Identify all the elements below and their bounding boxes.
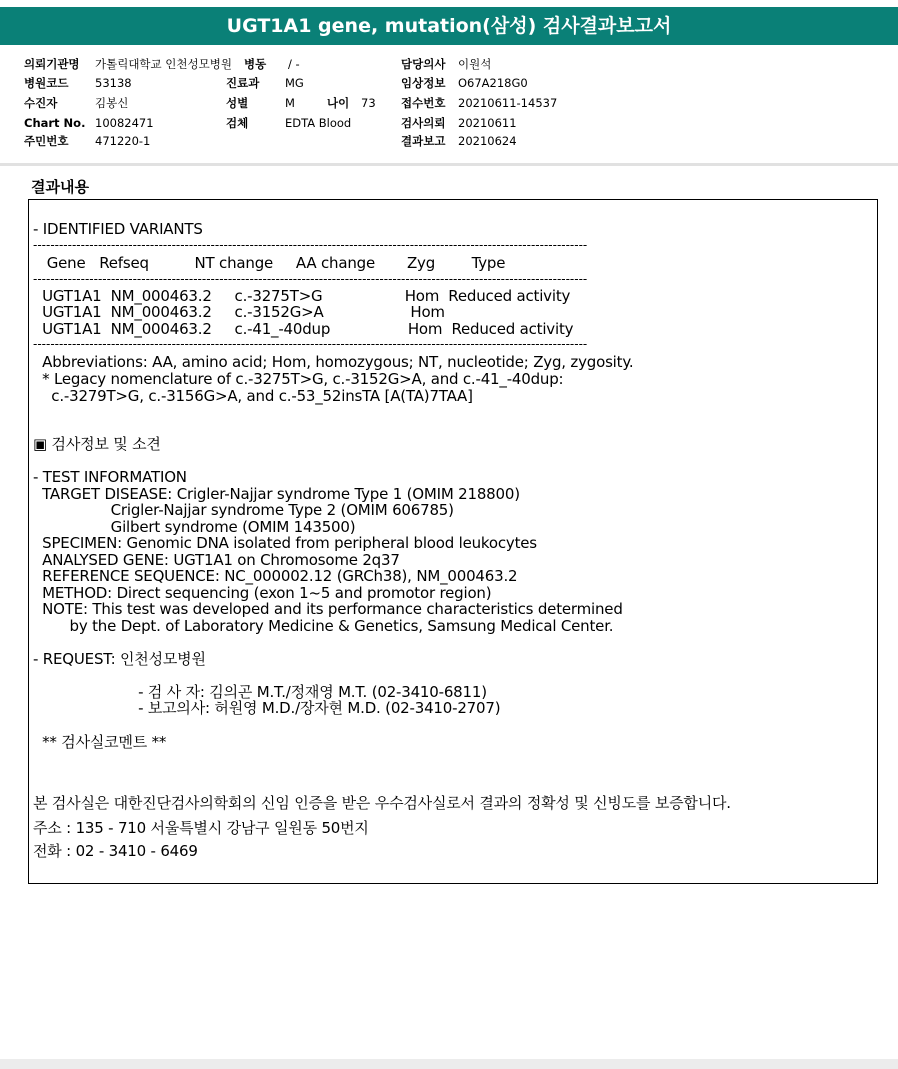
receipt-label: 접수번호: [401, 96, 446, 110]
dept-label: 진료과: [226, 76, 260, 90]
info-heading: ▣ 검사정보 및 소견: [33, 435, 161, 453]
resident-no-label: 주민번호: [24, 134, 69, 148]
patient-value: 김봉신: [95, 96, 129, 110]
header-divider: [0, 163, 898, 166]
specimen-label: 검체: [226, 116, 249, 130]
report-date-value: 20210624: [458, 134, 517, 148]
specimen-value: EDTA Blood: [285, 116, 352, 130]
bottom-bar: [0, 1059, 898, 1069]
test-info-line: NOTE: This test was developed and its performance characteristics determined: [33, 600, 623, 618]
chart-no-label: Chart No.: [24, 116, 86, 130]
receipt-value: 20210611-14537: [458, 96, 558, 110]
age-label: 나이: [327, 96, 350, 110]
test-info-line: METHOD: Direct sequencing (exon 1~5 and promotor region): [33, 584, 492, 602]
variant-row: UGT1A1 NM_000463.2 c.-3275T>G Hom Reduced activity: [33, 287, 571, 305]
address-text: 주소 : 135 - 710 서울특별시 강남구 일원동 50번지: [33, 819, 369, 837]
test-info-line: Crigler-Najjar syndrome Type 2 (OMIM 606785): [33, 501, 454, 519]
sex-label: 성별: [226, 96, 249, 110]
reporter-line: - 보고의사: 허원영 M.D./장자현 M.D. (02-3410-2707): [33, 699, 501, 717]
institution-label: 의뢰기관명: [24, 57, 80, 71]
resident-no-value: 471220-1: [95, 134, 151, 148]
clinical-value: O67A218G0: [458, 76, 528, 90]
lab-comment-heading: ** 검사실코멘트 **: [33, 733, 167, 751]
institution-value: 가톨릭대학교 인천성모병원: [95, 57, 232, 71]
test-info-line: SPECIMEN: Genomic DNA isolated from peripheral blood leukocytes: [33, 534, 537, 552]
hospital-code-value: 53138: [95, 76, 132, 90]
report-title: UGT1A1 gene, mutation(삼성) 검사결과보고서: [0, 7, 898, 45]
abbreviation-line: * Legacy nomenclature of c.-3275T>G, c.-3152G>A, and c.-41_-40dup:: [33, 370, 564, 388]
ward-label: 병동: [244, 57, 267, 71]
test-info-line: TARGET DISEASE: Crigler-Najjar syndrome Type 1 (OMIM 218800): [33, 485, 520, 503]
dash-divider: --------------------------------------------------------------------------------------------------------------------------------: [33, 272, 588, 286]
phone-text: 전화 : 02 - 3410 - 6469: [33, 842, 198, 860]
test-info-line: by the Dept. of Laboratory Medicine & Genetics, Samsung Medical Center.: [33, 617, 614, 635]
test-info-line: Gilbert syndrome (OMIM 143500): [33, 518, 356, 536]
report-date-label: 결과보고: [401, 134, 446, 148]
request-date-label: 검사의뢰: [401, 116, 446, 130]
test-info-line: ANALYSED GENE: UGT1A1 on Chromosome 2q37: [33, 551, 400, 569]
section-title: 결과내용: [31, 178, 89, 196]
test-info-line: - TEST INFORMATION: [33, 468, 187, 486]
chart-no-value: 10082471: [95, 116, 154, 130]
test-info-line: REFERENCE SEQUENCE: NC_000002.12 (GRCh38), NM_000463.2: [33, 567, 518, 585]
variant-row: UGT1A1 NM_000463.2 c.-41_-40dup Hom Reduced activity: [33, 320, 574, 338]
doctor-value: 이원석: [458, 57, 492, 71]
request-date-value: 20210611: [458, 116, 517, 130]
dash-divider: --------------------------------------------------------------------------------------------------------------------------------: [33, 238, 588, 252]
abbreviation-line: Abbreviations: AA, amino acid; Hom, homozygous; NT, nucleotide; Zyg, zygosity.: [33, 353, 634, 371]
dash-divider: --------------------------------------------------------------------------------------------------------------------------------: [33, 337, 588, 351]
hospital-code-label: 병원코드: [24, 76, 69, 90]
variant-row: UGT1A1 NM_000463.2 c.-3152G>A Hom: [33, 303, 445, 321]
age-value: 73: [361, 96, 376, 110]
clinical-label: 임상정보: [401, 76, 446, 90]
certification-text: 본 검사실은 대한진단검사의학회의 신임 인증을 받은 우수검사실로서 결과의 정확성 및 신빙도를 보증합니다.: [33, 794, 731, 812]
patient-label: 수진자: [24, 96, 58, 110]
request-line: - REQUEST: 인천성모병원: [33, 650, 206, 668]
ward-value: / -: [288, 57, 300, 71]
identified-variants-heading: - IDENTIFIED VARIANTS: [33, 220, 203, 238]
doctor-label: 담당의사: [401, 57, 446, 71]
abbreviation-line: c.-3279T>G, c.-3156G>A, and c.-53_52insTA [A(TA)7TAA]: [33, 387, 473, 405]
dept-value: MG: [285, 76, 304, 90]
sex-value: M: [285, 96, 295, 110]
variant-table-header: Gene Refseq NT change AA change Zyg Type: [33, 254, 506, 272]
examiner-line: - 검 사 자: 김의곤 M.T./정재영 M.T. (02-3410-6811): [33, 683, 487, 701]
